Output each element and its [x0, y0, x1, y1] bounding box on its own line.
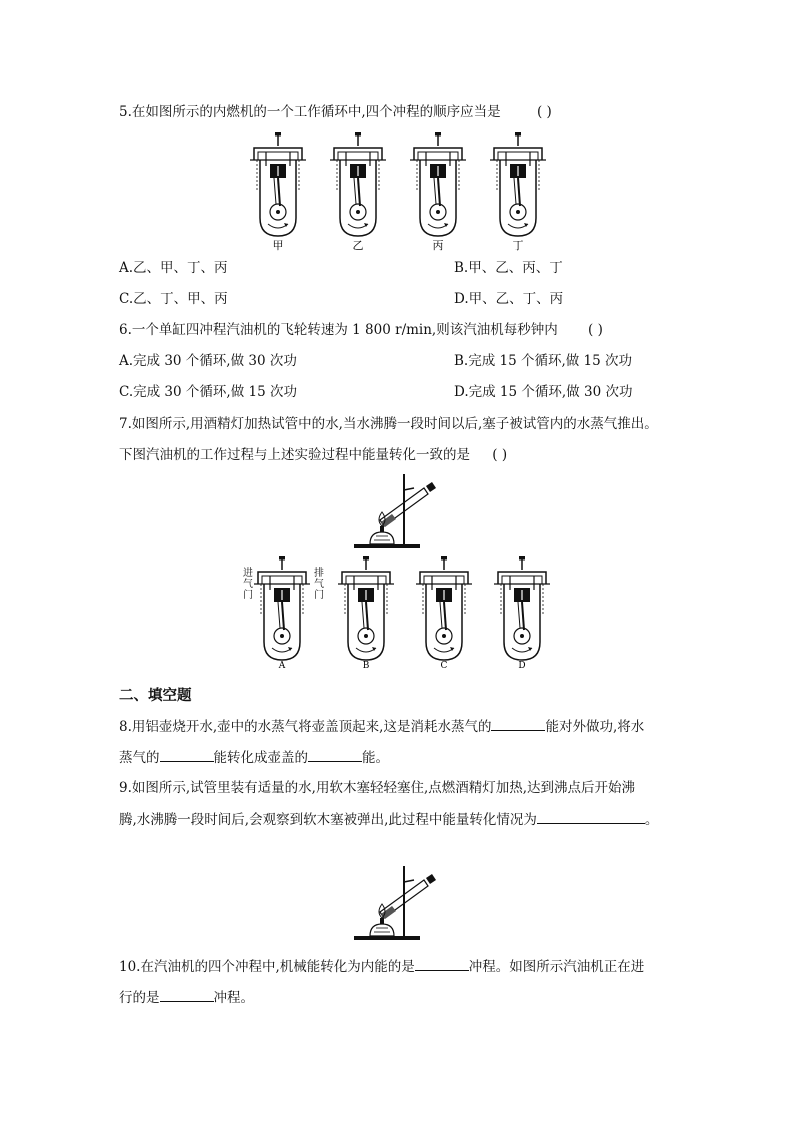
q6-option-b: B.完成 15 个循环,做 15 次功 [454, 353, 633, 369]
q6-stem: 6.一个单缸四冲程汽油机的飞轮转速为 1 800 r/min,则该汽油机每秒钟内 ( ) [119, 322, 603, 338]
q5-option-d: D.甲、乙、丁、丙 [454, 291, 564, 307]
engine-yi [330, 132, 386, 236]
q8-line1: 8.用铝壶烧开水,壶中的水蒸气将壶盖顶起来,这是消耗水蒸气的 能对外做功,将水 [119, 716, 644, 737]
engine-label: 丙 [432, 239, 444, 252]
engine-jia [250, 132, 306, 236]
q5-stem: 5.在如图所示的内燃机的一个工作循环中,四个冲程的顺序应当是 ( ) [119, 104, 552, 120]
q10-blank-1[interactable] [415, 956, 469, 971]
q9-heating-apparatus [354, 866, 444, 944]
q5-option-b: B.甲、乙、丙、丁 [454, 260, 563, 276]
q5-engine-figure [240, 132, 560, 252]
q5-option-a: A.乙、甲、丁、丙 [119, 260, 228, 276]
q5-answer-paren: ( ) [536, 104, 552, 120]
q9-line1: 9.如图所示,试管里装有适量的水,用软木塞轻轻塞住,点燃酒精灯加热,达到沸点后开始沸 [119, 780, 636, 796]
q6-answer-paren: ( ) [588, 322, 603, 338]
q10-line2: 行的是 冲程。 [119, 987, 254, 1008]
q6-option-a: A.完成 30 个循环,做 30 次功 [119, 353, 297, 369]
q8-blank-1[interactable] [491, 716, 545, 731]
q8-blank-3[interactable] [308, 747, 362, 762]
engine-label: B [362, 661, 370, 671]
engine-label: A [278, 661, 286, 671]
q9-line2: 腾,水沸腾一段时间后,会观察到软木塞被弹出,此过程中能量转化情况为 。 [119, 809, 658, 830]
engine-ding [490, 132, 546, 236]
outlet-valve-label: 排气门 [314, 568, 324, 601]
engine-a [254, 556, 310, 660]
q7-engine-figure [238, 556, 558, 672]
q7-answer-paren: ( ) [492, 447, 508, 463]
engine-label: D [518, 661, 526, 671]
q10-blank-2[interactable] [160, 987, 214, 1002]
q6-option-d: D.完成 15 个循环,做 30 次功 [454, 384, 633, 400]
section-heading-fill-in: 二、填空题 [119, 688, 192, 704]
q5-option-c: C.乙、丁、甲、丙 [119, 291, 228, 307]
engine-label: 甲 [272, 239, 284, 252]
engine-label: C [440, 661, 448, 671]
q7-heating-apparatus [354, 474, 444, 552]
engine-b [338, 556, 394, 660]
q10-line1: 10.在汽油机的四个冲程中,机械能转化为内能的是 冲程。如图所示汽油机正在进 [119, 956, 644, 977]
q6-option-c: C.完成 30 个循环,做 15 次功 [119, 384, 297, 400]
engine-c [416, 556, 472, 660]
engine-d [494, 556, 550, 660]
inlet-valve-label: 进气门 [243, 568, 253, 601]
q8-blank-2[interactable] [160, 747, 214, 762]
q7-stem-line1: 7.如图所示,用酒精灯加热试管中的水,当水沸腾一段时间以后,塞子被试管内的水蒸气推出。 [119, 416, 658, 432]
engine-label: 丁 [512, 239, 524, 252]
engine-label: 乙 [352, 239, 364, 252]
q7-stem-line2: 下图汽油机的工作过程与上述实验过程中能量转化一致的是 ( ) [119, 447, 508, 463]
q8-line2: 蒸气的 能转化成壶盖的 能。 [119, 747, 389, 768]
q9-blank[interactable] [537, 809, 645, 824]
engine-bing [410, 132, 466, 236]
